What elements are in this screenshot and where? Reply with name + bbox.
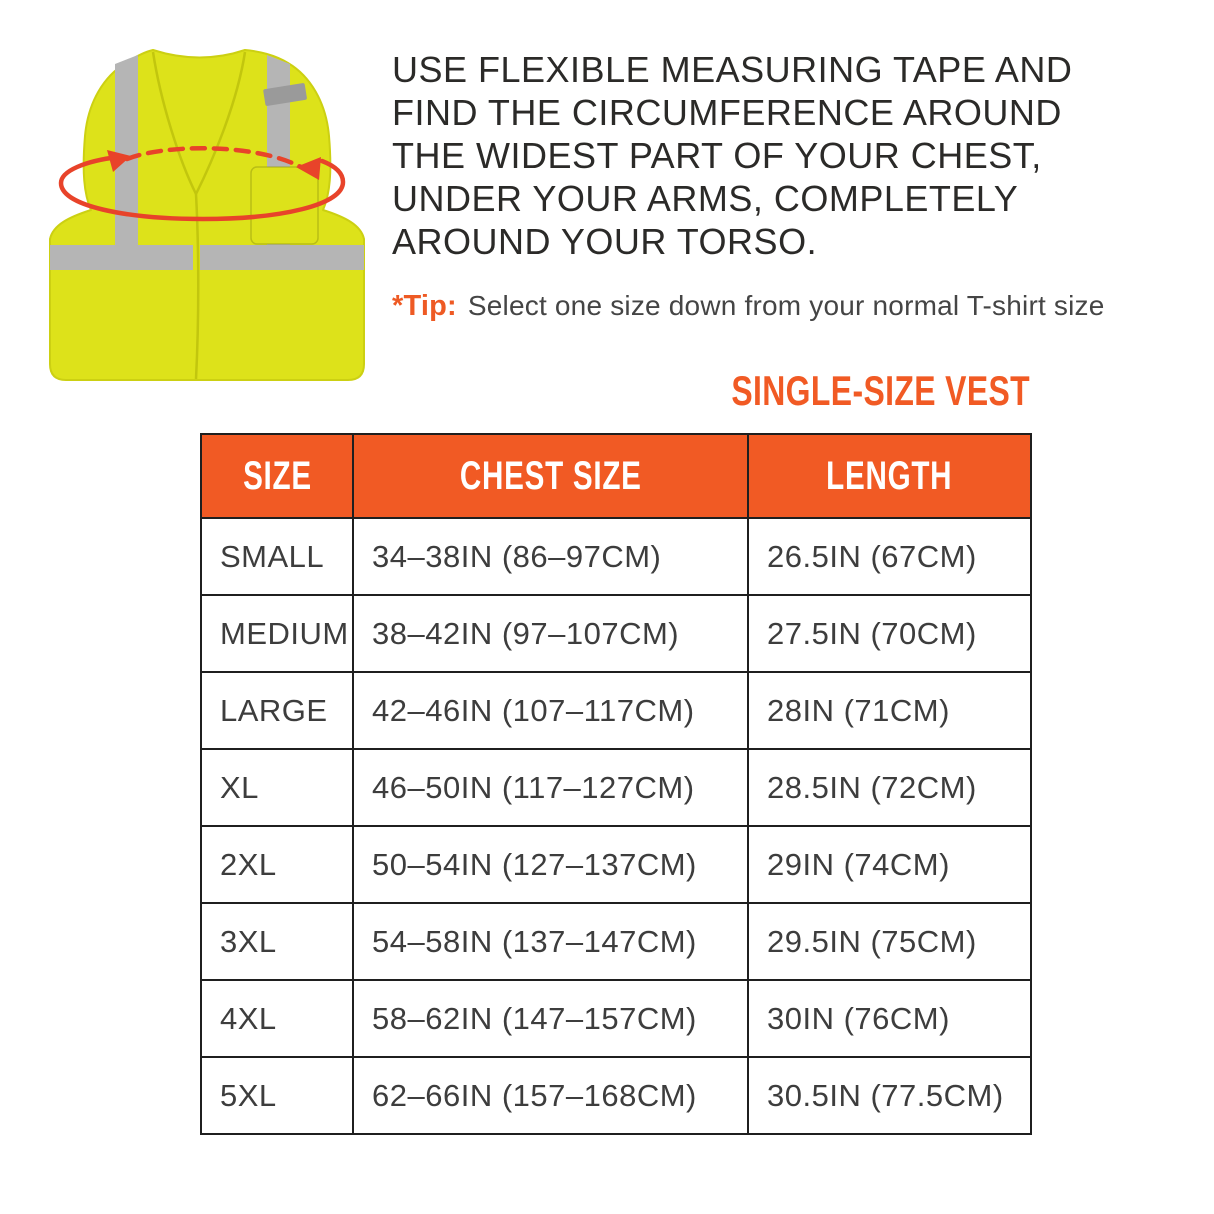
- size-cell: 4XL: [201, 980, 353, 1057]
- measuring-instructions: [392, 48, 1132, 263]
- table-row: [201, 1057, 1031, 1134]
- length-cell: 30IN (76CM): [748, 980, 1031, 1057]
- table-row: [201, 672, 1031, 749]
- chest-size-cell: 50–54IN (127–137CM): [353, 826, 748, 903]
- length-cell: 28.5IN (72CM): [748, 749, 1031, 826]
- chest-size-cell: 46–50IN (117–127CM): [353, 749, 748, 826]
- tip-label: *Tip:: [392, 290, 457, 322]
- instruction-line: FIND THE CIRCUMFERENCE AROUND: [392, 92, 1062, 133]
- length-cell: 26.5IN (67CM): [748, 518, 1031, 595]
- instruction-line: THE WIDEST PART OF YOUR CHEST,: [392, 135, 1042, 176]
- instruction-line: USE FLEXIBLE MEASURING TAPE AND: [392, 49, 1073, 90]
- tip-text: Select one size down from your normal T-shirt size: [467, 290, 1105, 321]
- vest-illustration: [30, 40, 400, 400]
- size-cell: SMALL: [201, 518, 353, 595]
- chest-size-cell: 62–66IN (157–168CM): [353, 1057, 748, 1134]
- length-cell: 27.5IN (70CM): [748, 595, 1031, 672]
- col-header-size: SIZE: [201, 434, 353, 518]
- chest-size-cell: 58–62IN (147–157CM): [353, 980, 748, 1057]
- size-cell: LARGE: [201, 672, 353, 749]
- size-cell: 3XL: [201, 903, 353, 980]
- col-header-chest-size: CHEST SIZE: [353, 434, 748, 518]
- table-row: [201, 903, 1031, 980]
- chest-size-cell: 38–42IN (97–107CM): [353, 595, 748, 672]
- size-cell: MEDIUM: [201, 595, 353, 672]
- header-row: [201, 434, 1031, 518]
- instruction-line: UNDER YOUR ARMS, COMPLETELY: [392, 178, 1019, 219]
- size-cell: 5XL: [201, 1057, 353, 1134]
- table-row: [201, 980, 1031, 1057]
- size-chart-table: [200, 433, 1032, 1135]
- table-row: [201, 826, 1031, 903]
- col-header-length: LENGTH: [748, 434, 1031, 518]
- instruction-line: AROUND YOUR TORSO.: [392, 221, 818, 262]
- chest-size-cell: 34–38IN (86–97CM): [353, 518, 748, 595]
- length-cell: 28IN (71CM): [748, 672, 1031, 749]
- table-row: [201, 518, 1031, 595]
- chest-size-cell: 42–46IN (107–117CM): [353, 672, 748, 749]
- table-row: [201, 749, 1031, 826]
- tip-note: [392, 290, 1105, 323]
- size-cell: XL: [201, 749, 353, 826]
- length-cell: 29IN (74CM): [748, 826, 1031, 903]
- chest-size-cell: 54–58IN (137–147CM): [353, 903, 748, 980]
- length-cell: 30.5IN (77.5CM): [748, 1057, 1031, 1134]
- chart-title: SINGLE-SIZE VEST: [731, 367, 1030, 414]
- size-cell: 2XL: [201, 826, 353, 903]
- length-cell: 29.5IN (75CM): [748, 903, 1031, 980]
- table-row: [201, 595, 1031, 672]
